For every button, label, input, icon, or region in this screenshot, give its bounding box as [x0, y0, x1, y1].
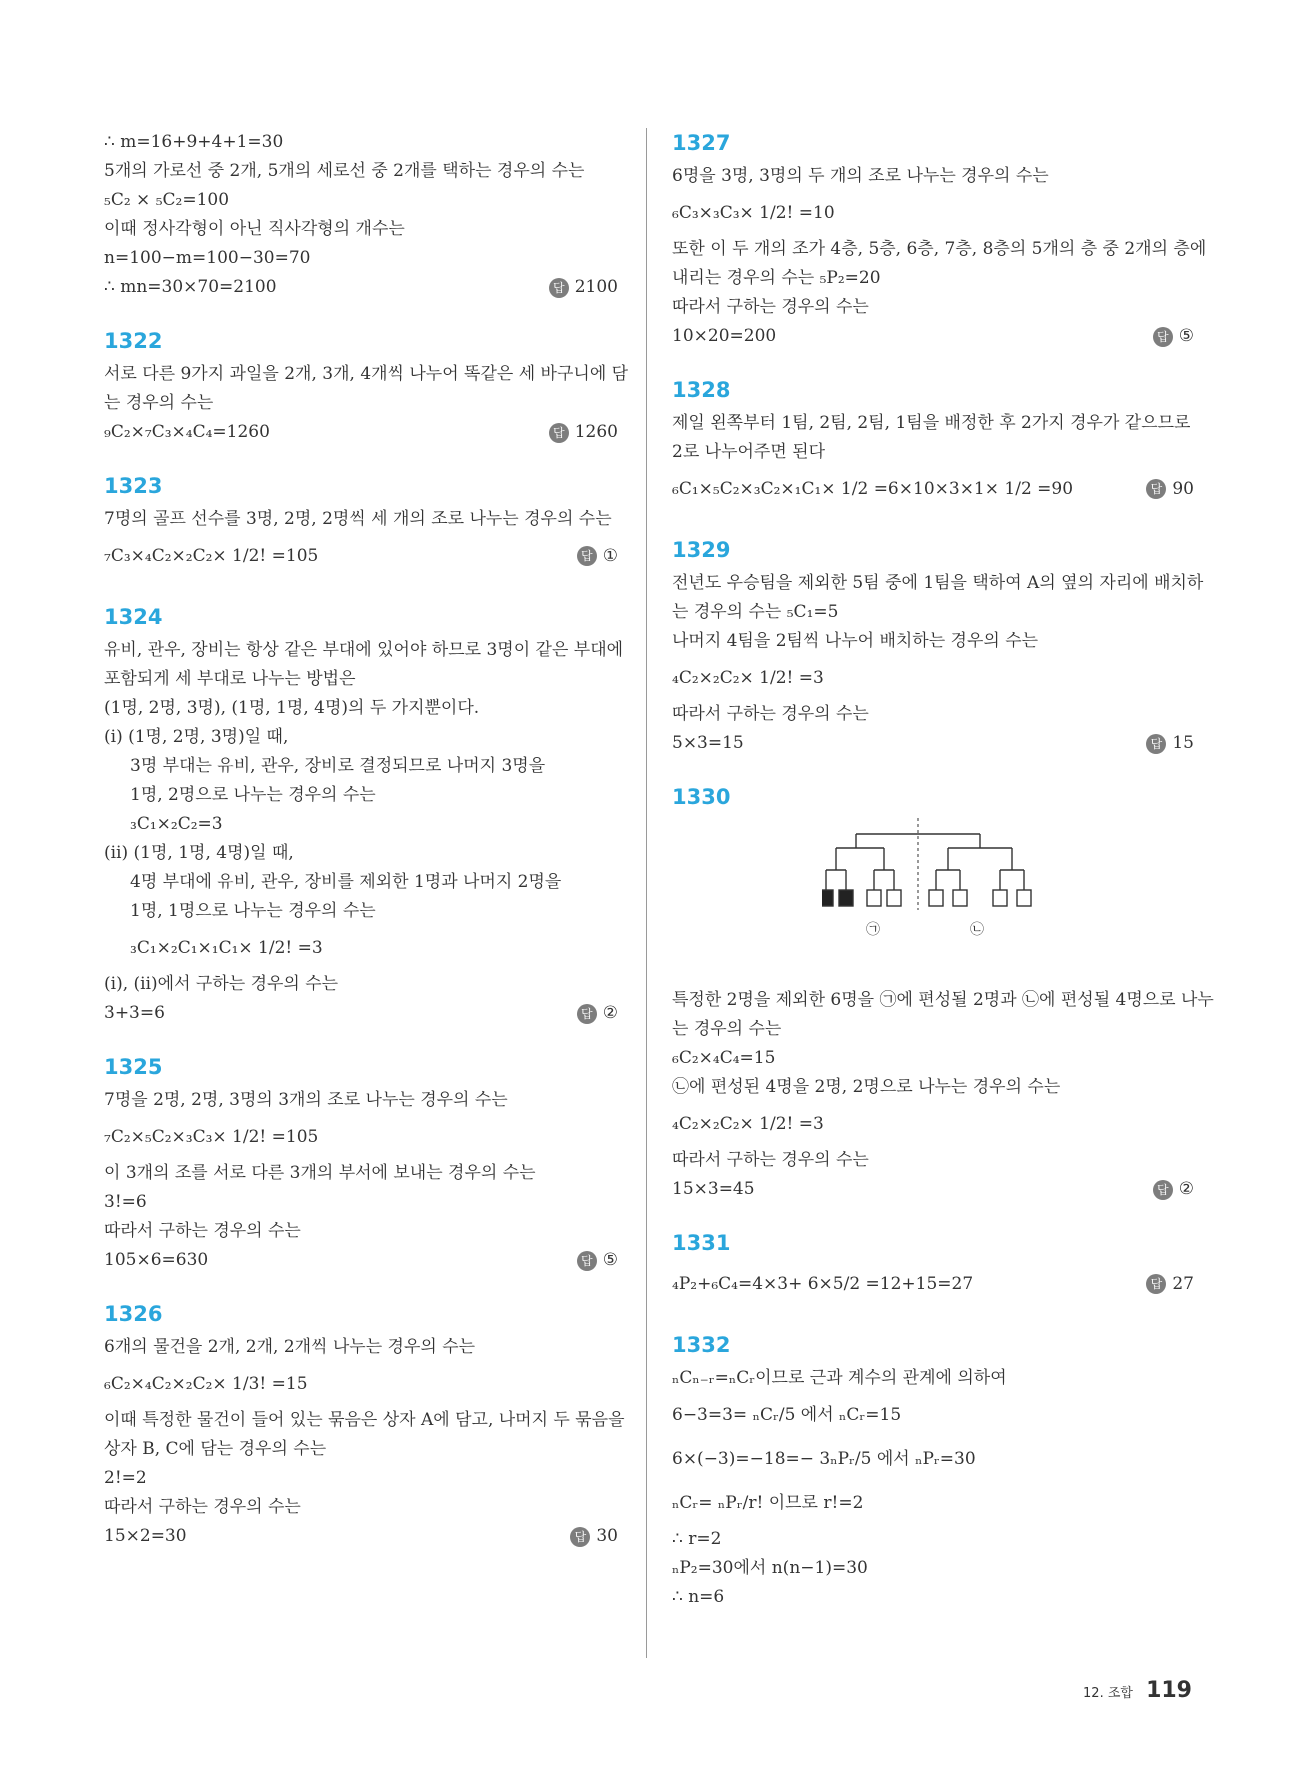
solution-line	[104, 273, 618, 302]
solution-line: ₙCₙ₋ᵣ=ₙCᵣ이므로 근과 계수의 관계에 의하여	[672, 1368, 1007, 1388]
problem-1327	[672, 128, 1207, 351]
player-box	[887, 890, 901, 906]
solution-line: ₙCᵣ= ₙPᵣ/r! 이므로 r!=2	[672, 1493, 864, 1513]
answer	[1146, 729, 1194, 758]
answer-badge-icon: 답	[549, 423, 569, 443]
solution-line	[104, 999, 618, 1028]
solution-line: 서로 다른 9가지 과일을 2개, 3개, 4개씩 나누어 똑같은 세 바구니에 담	[104, 364, 629, 384]
solution-line: 또한 이 두 개의 조가 4층, 5층, 6층, 7층, 8층의 5개의 층 중 2개의 층에	[672, 239, 1207, 259]
solution-line	[104, 1246, 618, 1275]
solution-text: 10×20=200	[672, 326, 777, 346]
right-column	[672, 128, 1214, 1612]
solution-line: 7명의 골프 선수를 3명, 2명, 2명씩 세 개의 조로 나누는 경우의 수는	[104, 509, 612, 529]
answer-value: 1260	[574, 422, 618, 442]
problem-number: 1328	[672, 378, 731, 402]
solution-line: 상자 B, C에 담는 경우의 수는	[104, 1439, 327, 1459]
problem-1322	[104, 326, 629, 447]
answer-badge-icon: 답	[1153, 327, 1173, 347]
label-nieun: ㉡	[970, 922, 984, 938]
solution-line: ㉡에 편성된 4명을 2명, 2명으로 나누는 경우의 수는	[672, 1077, 1061, 1097]
solution-line: 는 경우의 수는	[672, 1019, 782, 1039]
solution-line: 6−3=3= ₙCᵣ/5 에서 ₙCᵣ=15	[672, 1405, 902, 1425]
solution-line: 2로 나누어주면 된다	[672, 442, 825, 462]
problem-1328	[672, 375, 1194, 511]
answer-badge-icon: 답	[577, 546, 597, 566]
problem-1325	[104, 1052, 618, 1275]
solution-line: ₅C₂ × ₅C₂=100	[104, 190, 230, 210]
solution-text: ₄P₂+₆C₄=4×3+ 6×5/2 =12+15=27	[672, 1274, 974, 1294]
solution-text: 3+3=6	[104, 1003, 165, 1023]
problem-number: 1322	[104, 329, 163, 353]
problem-1323	[104, 471, 618, 578]
left-column	[104, 128, 629, 1551]
solution-line: 포함되게 세 부대로 나누는 방법은	[104, 669, 356, 689]
answer	[1146, 467, 1194, 511]
answer-badge-icon: 답	[570, 1527, 590, 1547]
answer-value: 90	[1172, 479, 1194, 499]
problem-1324	[104, 602, 624, 1028]
solution-text: ₆C₁×₅C₂×₃C₂×₁C₁× 1/2 =6×10×3×1× 1/2 =90	[672, 479, 1074, 499]
answer-value: 2100	[574, 277, 618, 297]
bracket-svg	[822, 816, 1042, 976]
answer	[1146, 1262, 1194, 1306]
solution-line: 내리는 경우의 수는 ₅P₂=20	[672, 268, 881, 288]
answer	[577, 999, 618, 1028]
solution-line: ₄C₂×₂C₂× 1/2! =3	[672, 668, 824, 688]
answer-badge-icon: 답	[577, 1251, 597, 1271]
problem-number: 1331	[672, 1231, 731, 1255]
solution-line: ₙP₂=30에서 n(n−1)=30	[672, 1558, 868, 1578]
solution-line	[672, 322, 1194, 351]
solution-line: 전년도 우승팀을 제외한 5팀 중에 1팀을 택하여 A의 옆의 자리에 배치하	[672, 573, 1204, 593]
solution-line: 1명, 2명으로 나누는 경우의 수는	[130, 785, 376, 805]
player-box	[1017, 890, 1031, 906]
answer-value: 27	[1172, 1274, 1194, 1294]
solution-line: ∴ r=2	[672, 1529, 722, 1549]
solution-line: 따라서 구하는 경우의 수는	[104, 1221, 301, 1241]
answer	[577, 534, 618, 578]
answer	[570, 1522, 618, 1551]
solution-line: 3!=6	[104, 1192, 147, 1212]
solution-line: 3명 부대는 유비, 관우, 장비로 결정되므로 나머지 3명을	[130, 756, 546, 776]
solution-line: (ⅰ) (1명, 2명, 3명)일 때,	[104, 727, 289, 747]
solution-line: 1명, 1명으로 나누는 경우의 수는	[130, 901, 376, 921]
problem-number: 1326	[104, 1302, 163, 1326]
solution-line: ∴ m=16+9+4+1=30	[104, 132, 284, 152]
solution-text: ∴ mn=30×70=2100	[104, 277, 277, 297]
problem-number: 1323	[104, 474, 163, 498]
solution-line: 따라서 구하는 경우의 수는	[104, 1497, 301, 1517]
solution-line: ∴ n=6	[672, 1587, 725, 1607]
player-box-filled	[839, 890, 853, 906]
solution-line: ₇C₂×₅C₂×₃C₃× 1/2! =105	[104, 1127, 319, 1147]
answer-value: ①	[602, 546, 618, 566]
solution-line: 5개의 가로선 중 2개, 5개의 세로선 중 2개를 택하는 경우의 수는	[104, 161, 585, 181]
player-box-filled	[822, 890, 833, 906]
solution-line: 따라서 구하는 경우의 수는	[672, 1150, 869, 1170]
solution-line: 따라서 구하는 경우의 수는	[672, 297, 869, 317]
answer-badge-icon: 답	[1153, 1180, 1173, 1200]
solution-line: n=100−m=100−30=70	[104, 248, 311, 268]
solution-line: (ⅱ) (1명, 1명, 4명)일 때,	[104, 843, 294, 863]
answer	[1153, 322, 1194, 351]
solution-text: 15×3=45	[672, 1179, 755, 1199]
solution-line: 4명 부대에 유비, 관우, 장비를 제외한 1명과 나머지 2명을	[130, 872, 562, 892]
problem-number: 1330	[672, 785, 731, 809]
solution-line: ₆C₂×₄C₂×₂C₂× 1/3! =15	[104, 1374, 308, 1394]
problem-number: 1327	[672, 131, 731, 155]
answer	[549, 273, 618, 302]
problem-number: 1325	[104, 1055, 163, 1079]
answer-badge-icon: 답	[1146, 734, 1166, 754]
label-giyeok: ㉠	[866, 922, 880, 938]
problem-1326	[104, 1299, 625, 1551]
solution-line: 나머지 4팀을 2팀씩 나누어 배치하는 경우의 수는	[672, 631, 1039, 651]
player-box	[929, 890, 943, 906]
solution-line: ₆C₃×₃C₃× 1/2! =10	[672, 203, 835, 223]
solution-line	[104, 534, 618, 578]
player-box	[953, 890, 967, 906]
solution-line: ₆C₂×₄C₄=15	[672, 1048, 776, 1068]
answer	[1153, 1175, 1194, 1204]
answer	[549, 418, 618, 447]
solution-line: 제일 왼쪽부터 1팀, 2팀, 2팀, 1팀을 배정한 후 2가지 경우가 같으므로	[672, 413, 1191, 433]
solution-line: (1명, 2명, 3명), (1명, 1명, 4명)의 두 가지뿐이다.	[104, 698, 480, 718]
solution-text: 5×3=15	[672, 733, 744, 753]
page-number: 119	[1146, 1678, 1192, 1703]
player-box	[867, 890, 881, 906]
solution-line: 따라서 구하는 경우의 수는	[672, 704, 869, 724]
problem-1332	[672, 1330, 1194, 1612]
solution-line	[672, 729, 1194, 758]
solution-text: 105×6=630	[104, 1250, 209, 1270]
solution-line	[672, 1262, 1194, 1306]
solution-top	[104, 128, 618, 302]
answer-value: ⑤	[1178, 326, 1194, 346]
answer	[577, 1246, 618, 1275]
page-footer	[1083, 1678, 1192, 1703]
solution-line: 는 경우의 수는 ₅C₁=5	[672, 602, 839, 622]
problem-number: 1324	[104, 605, 163, 629]
solution-line	[672, 467, 1194, 511]
player-box	[993, 890, 1007, 906]
answer-value: ②	[1178, 1179, 1194, 1199]
column-divider	[646, 128, 647, 1658]
answer-value: ⑤	[602, 1250, 618, 1270]
solution-line: 이 3개의 조를 서로 다른 3개의 부서에 보내는 경우의 수는	[104, 1163, 536, 1183]
problem-1329	[672, 535, 1204, 758]
solution-line: (ⅰ), (ⅱ)에서 구하는 경우의 수는	[104, 974, 339, 994]
solution-line: 는 경우의 수는	[104, 393, 214, 413]
answer-value: 30	[596, 1526, 618, 1546]
solution-line: 유비, 관우, 장비는 항상 같은 부대에 있어야 하므로 3명이 같은 부대에	[104, 640, 624, 660]
solution-line	[104, 418, 618, 447]
answer-badge-icon: 답	[1146, 479, 1166, 499]
answer-value: 15	[1172, 733, 1194, 753]
solution-line: 6명을 3명, 3명의 두 개의 조로 나누는 경우의 수는	[672, 166, 1049, 186]
solution-line: ₃C₁×₂C₁×₁C₁× 1/2! =3	[130, 938, 323, 958]
tournament-bracket-diagram	[672, 816, 1194, 986]
solution-line: 2!=2	[104, 1468, 147, 1488]
solution-line: 이때 정사각형이 아닌 직사각형의 개수는	[104, 219, 405, 239]
solution-line: 7명을 2명, 2명, 3명의 3개의 조로 나누는 경우의 수는	[104, 1090, 508, 1110]
solution-line: 6×(−3)=−18=− 3ₙPᵣ/5 에서 ₙPᵣ=30	[672, 1449, 976, 1469]
answer-badge-icon: 답	[577, 1004, 597, 1024]
solution-line: 이때 특정한 물건이 들어 있는 묶음은 상자 A에 담고, 나머지 두 묶음을	[104, 1410, 625, 1430]
solution-text: ₇C₃×₄C₂×₂C₂× 1/2! =105	[104, 546, 319, 566]
solution-text: ₉C₂×₇C₃×₄C₄=1260	[104, 422, 270, 442]
solution-line	[672, 1175, 1194, 1204]
solution-line: 6개의 물건을 2개, 2개, 2개씩 나누는 경우의 수는	[104, 1337, 476, 1357]
solution-line: ₃C₁×₂C₂=3	[130, 814, 223, 834]
solution-text: 15×2=30	[104, 1526, 187, 1546]
solution-line	[104, 1522, 618, 1551]
answer-badge-icon: 답	[1146, 1274, 1166, 1294]
solution-line: 특정한 2명을 제외한 6명을 ㉠에 편성될 2명과 ㉡에 편성될 4명으로 나누	[672, 990, 1214, 1010]
problem-number: 1329	[672, 538, 731, 562]
problem-1330	[672, 782, 1214, 1204]
answer-value: ②	[602, 1003, 618, 1023]
problem-1331	[672, 1228, 1194, 1306]
problem-number: 1332	[672, 1333, 731, 1357]
solution-line: ₄C₂×₂C₂× 1/2! =3	[672, 1114, 824, 1134]
chapter-label: 12. 조합	[1083, 1686, 1133, 1701]
answer-badge-icon: 답	[549, 278, 569, 298]
